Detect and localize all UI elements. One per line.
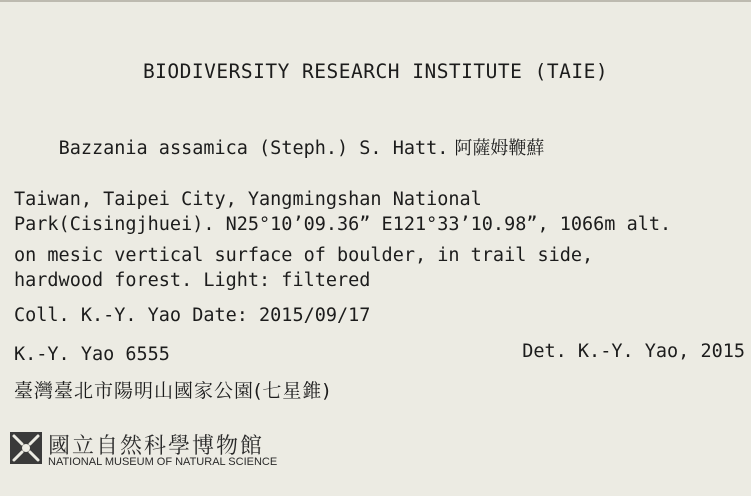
museum-name-cn: 國立自然科學博物館	[48, 434, 265, 459]
museum-name-en: NATIONAL MUSEUM OF NATURAL SCIENCE	[48, 456, 278, 468]
chinese-locality: 臺灣臺北市陽明山國家公園(七星錐)	[14, 380, 331, 402]
top-border	[0, 0, 751, 2]
determination: Det. K.-Y. Yao, 2015	[522, 341, 745, 362]
habitat-line-2: hardwood forest. Light: filtered	[14, 270, 371, 291]
locality-line-2: Park(Cisingjhuei). N25°10’09.36” E121°33’10.98”, 1066m alt.	[14, 214, 672, 235]
species-line	[14, 113, 544, 181]
habitat-line-1: on mesic vertical surface of boulder, in trail side,	[14, 245, 594, 266]
collection-info: Coll. K.-Y. Yao Date: 2015/09/17	[14, 305, 371, 326]
museum-logo-icon	[10, 432, 42, 464]
chinese-species-name: 阿薩姆鞭蘚	[454, 138, 545, 159]
scientific-name: Bazzania assamica (Steph.) S. Hatt.	[58, 138, 449, 159]
collector-number: K.-Y. Yao 6555	[14, 344, 170, 365]
locality-line-1: Taiwan, Taipei City, Yangmingshan National	[14, 189, 482, 210]
institute-header: BIODIVERSITY RESEARCH INSTITUTE (TAIE)	[142, 60, 609, 83]
